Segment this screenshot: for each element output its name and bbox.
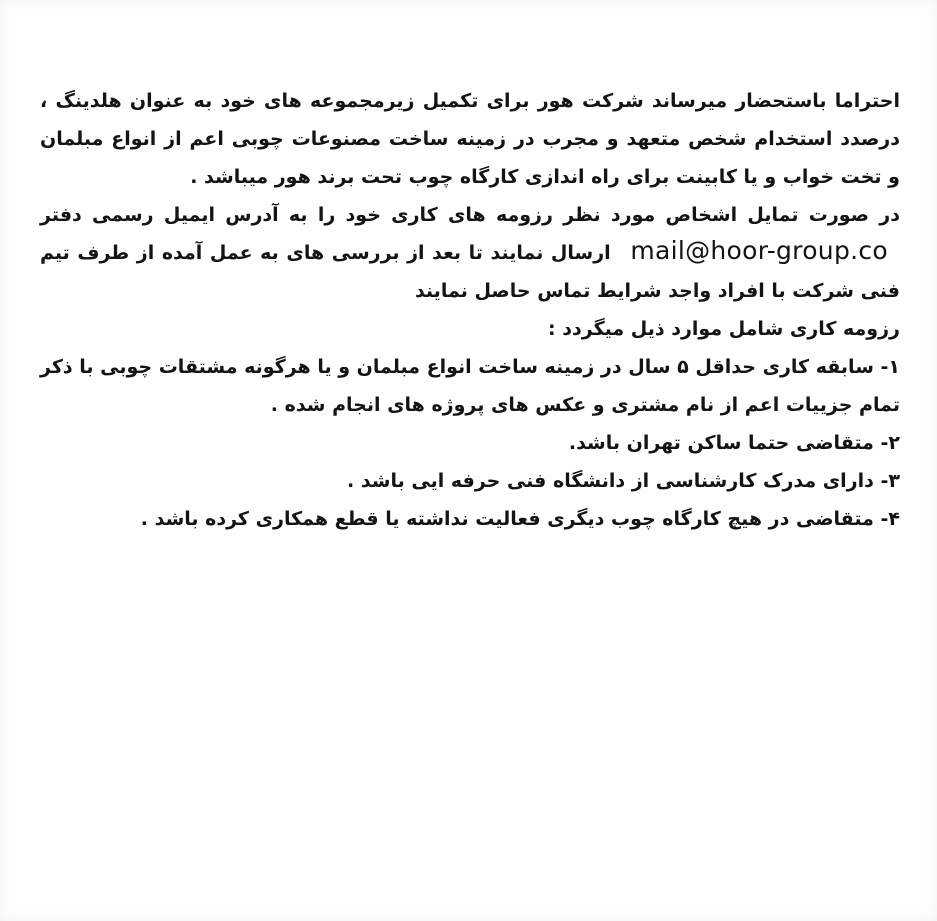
document-body (40, 82, 900, 538)
requirement-item-4: ۴- متقاضی در هیچ کارگاه چوب دیگری فعالیت نداشته یا قطع همکاری کرده باشد . (140, 508, 900, 530)
requirement-item-3: ۳- دارای مدرک کارشناسی از دانشگاه فنی حرفه ایی باشد . (347, 470, 900, 492)
application-text-start: در صورت تمایل اشخاص مورد نظر رزومه های کاری خود را به آدرس ایمیل رسمی دفتر (40, 204, 900, 226)
resume-intro: رزومه کاری شامل موارد ذیل میگردد : (548, 318, 900, 340)
requirement-item-2: ۲- متقاضی حتما ساکن تهران باشد. (568, 432, 900, 454)
application-paragraph (40, 196, 900, 310)
intro-paragraph: احتراما باستحضار میرساند شرکت هور برای تکمیل زیرمجموعه های خود به عنوان هلدینگ ، درصدد استخدام شخص متعهد و مجرب در زمینه ساخت مصنوعات چوبی اعم از انواع مبلمان و تخت خواب و یا کابینت برای راه اندازی کارگاه چوب تحت برند هور میباشد . (40, 90, 900, 188)
email-address: mail@hoor-group.co (630, 236, 889, 265)
application-text-end: ارسال نمایند تا بعد از بررسی های به عمل آمده از طرف تیم فنی شرکت با افراد واجد شرایط تماس حاصل نمایند (40, 242, 900, 302)
requirement-item-1: ۱- سابقه کاری حداقل ۵ سال در زمینه ساخت انواع مبلمان و یا هرگونه مشتقات چوبی با ذکر تمام جزییات اعم از نام مشتری و عکس های پروژه های انجام شده . (40, 356, 900, 416)
